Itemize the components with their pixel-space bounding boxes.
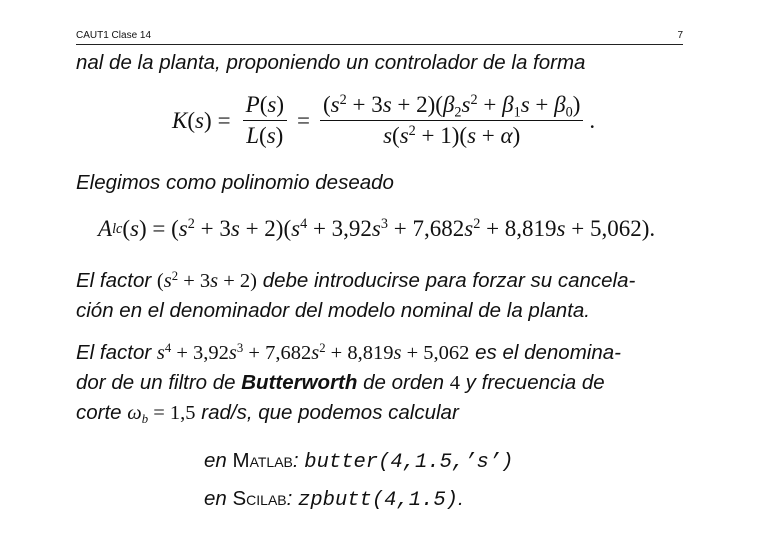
header-title: CAUT1 Clase 14 (76, 30, 152, 41)
controller-denominator: $s(s^2 + 1)(s + \alpha)$ (383, 123, 521, 148)
paragraph-factor-2: El factor $s^4 + 3,92s^3 + 7,682s^2 + 8,819s + 5,062$ es el denomina- dor de un filtro de Butterworth de orden 4 y frecuencia de corte $\omega_b = 1,5$ rad/s, que podemos calcular (76, 341, 621, 426)
matlab-code: butter(4,1.5,’s’) (304, 451, 514, 474)
scilab-name: Scilab (232, 487, 287, 510)
matlab-name: Matlab (232, 449, 293, 472)
elegimos-line: Elegimos como polinomio deseado (76, 171, 394, 194)
page-number: 7 (677, 30, 683, 41)
fraction-denominator-L: L(s) (246, 123, 284, 148)
eq-K-period: . (589, 107, 596, 133)
equation-A: A lc ( s ) = $(s^2 + 3s + 2)(s^4 + 3,92s^3 + 7,682s^2 + 8,819s + 5,062)$. (98, 216, 656, 241)
scilab-line: en Scilab: zpbutt(4,1.5). (204, 487, 464, 512)
controller-numerator: $(s^2 + 3s + 2)(\beta_2s^2 + \beta_1s + \beta_0)$ (320, 92, 583, 121)
eq-K-equals-1: = (217, 107, 231, 133)
fraction-P-over-L (243, 92, 287, 149)
scilab-code: zpbutt(4,1.5) (298, 489, 458, 512)
butterworth-term: Butterworth (241, 371, 358, 394)
header-rule (76, 44, 683, 45)
fraction-numerator-P: P(s) (243, 92, 287, 121)
fraction-controller (320, 92, 583, 149)
eq-K-equals-2: = (296, 107, 310, 133)
slide-header (76, 30, 683, 41)
paragraph-factor-1: El factor $(s^2 + 3s + 2)$ debe introducirse para forzar su cancela- ción en el denominador del modelo nominal de la planta. (76, 269, 636, 322)
matlab-line: en Matlab: butter(4,1.5,’s’) (204, 449, 514, 474)
equation-K: K ( s ) = $\frac{P(s)}{L(s)}$ = $\frac{(s^2 + 3s + 2)(\beta_2s^2 + \beta_1s + \beta_0)}{s(s^2 + 1)(s + \alpha)}$ . (172, 92, 596, 148)
intro-line: nal de la planta, proponiendo un controlador de la forma (76, 51, 586, 74)
eq-K-lhs: K (172, 107, 188, 133)
